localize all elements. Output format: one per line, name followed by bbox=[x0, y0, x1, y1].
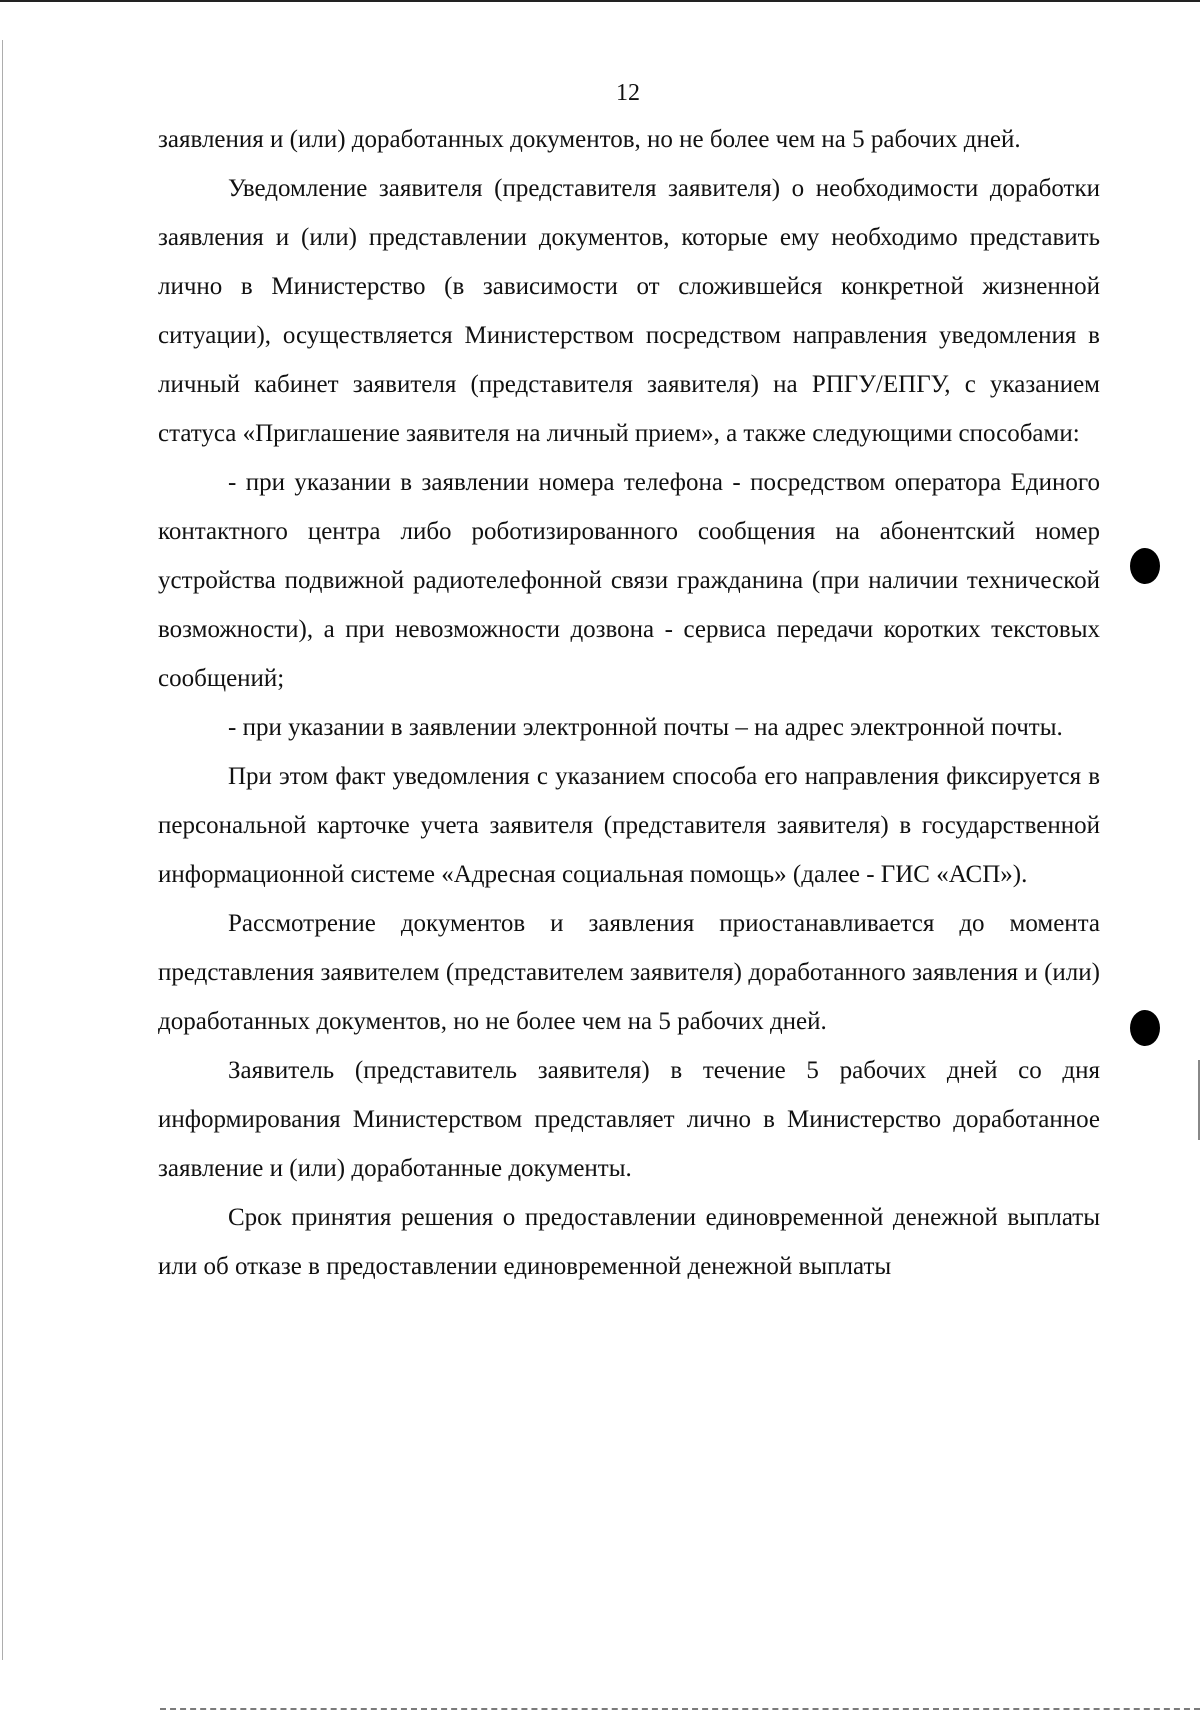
paragraph: заявления и (или) доработанных документов, но не более чем на 5 рабочих дней. bbox=[158, 126, 1021, 153]
paragraph: Заявитель (представитель заявителя) в течение 5 рабочих дней со дня информирования Министерством представляет лично в Министерство доработанное заявление и (или) доработанные документы. bbox=[158, 1057, 1100, 1182]
page-number: 12 bbox=[616, 80, 640, 106]
punch-hole-icon bbox=[1130, 548, 1160, 584]
paragraph: - при указании в заявлении номера телефона - посредством оператора Единого контактного центра либо роботизированного сообщения на абонентский номер устройства подвижной радиотелефонной связи гражданина (при наличии технической возможности), а при невозможности дозвона - сервиса передачи коротких текстовых сообщений; bbox=[158, 469, 1100, 692]
left-scan-edge bbox=[2, 40, 3, 1660]
bottom-scan-edge bbox=[160, 1708, 1200, 1711]
paragraph: - при указании в заявлении электронной почты – на адрес электронной почты. bbox=[228, 714, 1063, 741]
paragraph: При этом факт уведомления с указанием способа его направления фиксируется в персональной карточке учета заявителя (представителя заявителя) в государственной информационной системе «Адресная социальная помощь» (далее - ГИС «АСП»). bbox=[158, 763, 1100, 888]
punch-hole-icon bbox=[1130, 1010, 1160, 1046]
paragraph: Срок принятия решения о предоставлении единовременной денежной выплаты или об отказе в предоставлении единовременной денежной выплаты bbox=[158, 1204, 1100, 1280]
document-body bbox=[158, 115, 1100, 1291]
top-scan-edge bbox=[0, 0, 1200, 2]
paragraph: Уведомление заявителя (представителя заявителя) о необходимости доработки заявления и (или) представлении документов, которые ему необходимо представить лично в Министерство (в зависимости от сложившейся конкретной жизненной ситуации), осуществляется Министерством посредством направления уведомления в личный кабинет заявителя (представителя заявителя) на РПГУ/ЕПГУ, с указанием статуса «Приглашение заявителя на личный прием», а также следующими способами: bbox=[158, 175, 1100, 447]
paragraph: Рассмотрение документов и заявления приостанавливается до момента представления заявителем (представителем заявителя) доработанного заявления и (или) доработанных документов, но не более чем на 5 рабочих дней. bbox=[158, 910, 1100, 1035]
